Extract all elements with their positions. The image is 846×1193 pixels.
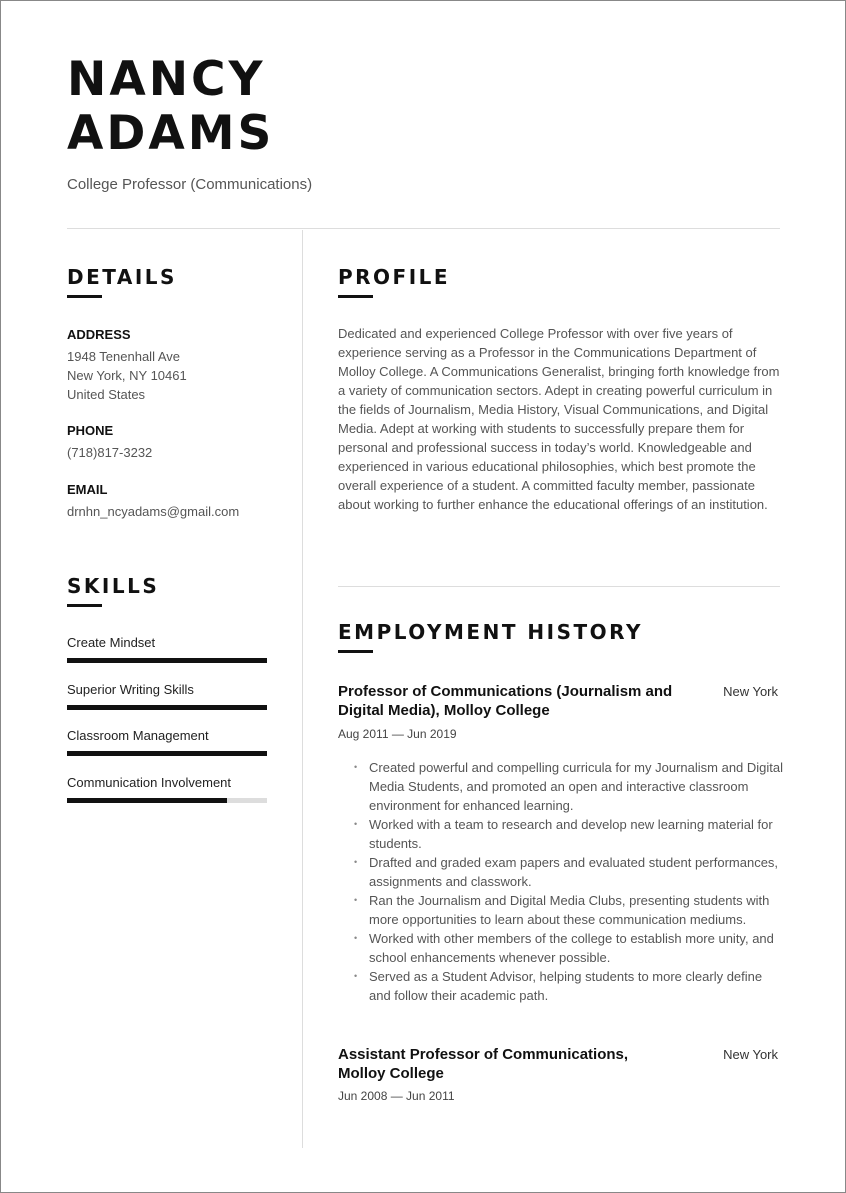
first-name: NANCY xyxy=(67,52,266,107)
skill-label: Classroom Management xyxy=(67,728,209,743)
skill-level-fill xyxy=(67,658,267,663)
last-name: ADAMS xyxy=(67,106,275,161)
profile-heading-underline xyxy=(338,295,373,298)
job-title: College Professor (Communications) xyxy=(67,176,313,193)
list-item: • Worked with other members of the college to establish more unity, and school enhancements whenever possible. xyxy=(352,929,784,967)
job-1-location: New York xyxy=(723,684,778,699)
phone-label: PHONE xyxy=(67,423,114,438)
skill-label: Superior Writing Skills xyxy=(67,682,194,697)
skill-item xyxy=(67,728,267,756)
profile-heading: PROFILE xyxy=(338,265,451,289)
list-item: • Served as a Student Advisor, helping students to more clearly define and follow their academic path. xyxy=(352,967,784,1005)
employment-heading-underline xyxy=(338,650,373,653)
list-item: • Worked with a team to research and develop new learning material for students. xyxy=(352,815,784,853)
address-line-3: United States xyxy=(67,387,146,402)
skill-level-bar xyxy=(67,705,267,710)
address-line-2: New York, NY 10461 xyxy=(67,368,187,383)
skill-item xyxy=(67,635,267,663)
address-line-1: 1948 Tenenhall Ave xyxy=(67,349,181,364)
job-2-title: Assistant Professor of Communications, Molloy College xyxy=(338,1046,629,1082)
list-item: • Drafted and graded exam papers and evaluated student performances, assignments and classwork. xyxy=(352,853,784,891)
email-label: EMAIL xyxy=(67,482,108,497)
skill-level-bar xyxy=(67,658,267,663)
phone-value: (718)817-3232 xyxy=(67,445,153,460)
list-item: • Ran the Journalism and Digital Media Clubs, presenting students with more opportunities to learn about these communication mediums. xyxy=(352,891,784,929)
job-2-dates: Jun 2008 — Jun 2011 xyxy=(338,1089,455,1103)
list-item: • Created powerful and compelling curricula for my Journalism and Digital Media Students, and promoted an open and interactive classroom environment for enhanced learning. xyxy=(352,758,784,815)
skill-level-bar xyxy=(67,798,267,803)
skill-label: Communication Involvement xyxy=(67,775,232,790)
column-divider xyxy=(302,230,303,1148)
job-1-dates: Aug 2011 — Jun 2019 xyxy=(338,727,457,741)
employment-heading: EMPLOYMENT HISTORY xyxy=(338,620,643,644)
section-divider xyxy=(338,586,780,587)
skill-item xyxy=(67,775,267,803)
email-value[interactable]: drnhn_ncyadams@gmail.com xyxy=(67,504,240,519)
candidate-name xyxy=(67,53,274,161)
skill-label: Create Mindset xyxy=(67,635,156,650)
skills-heading-underline xyxy=(67,604,102,607)
details-heading-underline xyxy=(67,295,102,298)
profile-summary: Dedicated and experienced College Professor with over five years of experience serving as a Professor in the Communications Department of Molloy College. A Communications Generalist, bringing forth knowledge from a variety of communication sectors. Adept in creating powerful curriculum in the fields of Journalism, Media History, Visual Communications, and Digital Media. Adept at working with students to successfully prepare them for personal and professional success in today’s world. Knowledgeable and experienced in various educational philosophies, which best promote the overall experience of a student. A committed faculty member, passionate about working to further enhance the educational offerings of an institution. xyxy=(338,326,780,512)
header-divider xyxy=(67,228,780,229)
skill-level-fill xyxy=(67,751,267,756)
job-1-title: Professor of Communications (Journalism and Digital Media), Molloy College xyxy=(338,683,673,719)
skill-level-fill xyxy=(67,705,267,710)
job-1-responsibilities xyxy=(352,758,784,1005)
skill-level-bar xyxy=(67,751,267,756)
address-label: ADDRESS xyxy=(67,327,131,342)
job-2-location: New York xyxy=(723,1047,778,1062)
skills-heading: SKILLS xyxy=(67,574,160,598)
details-heading: DETAILS xyxy=(67,265,177,289)
skill-item xyxy=(67,682,267,710)
skill-level-fill xyxy=(67,798,227,803)
